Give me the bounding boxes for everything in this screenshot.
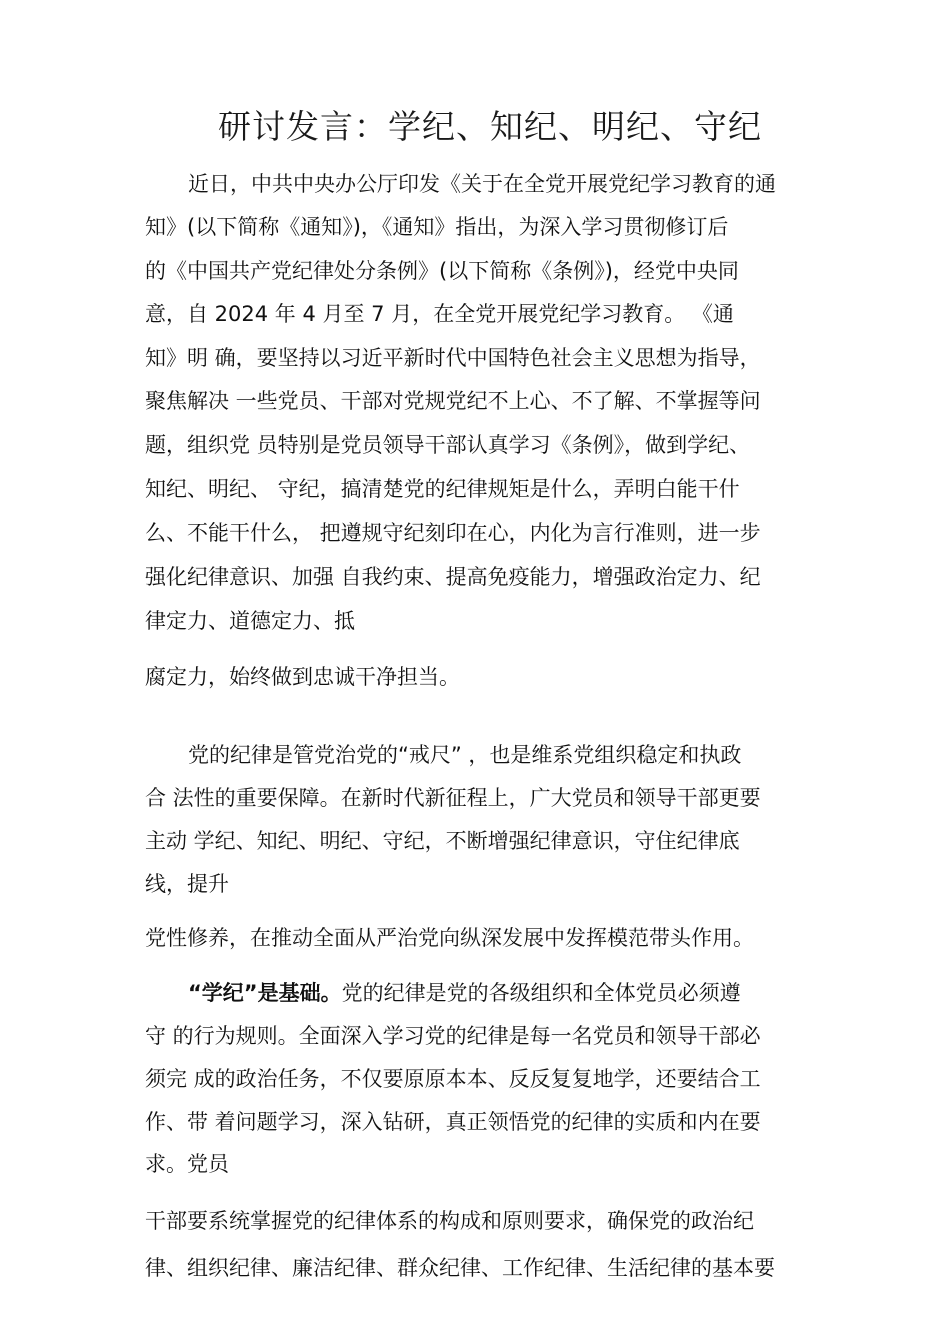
text-line: 党性修养，在推动全面从严治党向纵深发展中发挥模范带头作用。 xyxy=(145,926,754,950)
text-line: 守 的行为规则。全面深入学习党的纪律是每一名党员和领导干部必 xyxy=(145,1024,761,1048)
text-line: 的《中国共产党纪律处分条例》(以下简称《条例》)，经党中央同 xyxy=(145,259,739,283)
text-line: 线，提升 xyxy=(145,872,229,896)
text-line: 近日，中共中央办公厅印发《关于在全党开展党纪学习教育的通 xyxy=(188,172,776,196)
text-line: 意，自 2024 年 4 月至 7 月，在全党开展党纪学习教育。 《通 xyxy=(145,302,734,326)
text-line: 题，组织党 员特别是党员领导干部认真学习《条例》，做到学纪、 xyxy=(145,433,751,457)
paragraph-lead-line xyxy=(188,978,741,1008)
text-line: 作、带 着问题学习，深入钻研，真正领悟党的纪律的实质和内在要 xyxy=(145,1110,761,1134)
text-span: 党的纪律是党的各级组织和全体党员必须遵 xyxy=(341,981,741,1005)
text-line: 须完 成的政治任务，不仅要原原本本、反反复复地学，还要结合工 xyxy=(145,1067,761,1091)
text-line: 律、组织纪律、廉洁纪律、群众纪律、工作纪律、生活纪律的基本要 xyxy=(145,1256,775,1280)
text-line: 强化纪律意识、加强 自我约束、提高免疫能力，增强政治定力、纪 xyxy=(145,565,761,589)
document-title: 研讨发言：学纪、知纪、明纪、守纪 xyxy=(218,107,762,146)
text-line: 知纪、明纪、 守纪，搞清楚党的纪律规矩是什么，弄明白能干什 xyxy=(145,477,740,501)
text-line: 知》明 确，要坚持以习近平新时代中国特色社会主义思想为指导， xyxy=(145,346,761,370)
text-line: 干部要系统掌握党的纪律体系的构成和原则要求，确保党的政治纪 xyxy=(145,1209,754,1233)
text-line: 知》(以下简称《通知》)，《通知》指出，为深入学习贯彻修订后 xyxy=(145,215,729,239)
text-line: 合 法性的重要保障。在新时代新征程上，广大党员和领导干部更要 xyxy=(145,786,761,810)
text-line: 腐定力，始终做到忠诚干净担当。 xyxy=(145,665,460,689)
text-line: 律定力、道德定力、抵 xyxy=(145,609,355,633)
text-line: 党的纪律是管党治党的“戒尺” ，也是维系党组织稳定和执政 xyxy=(188,743,742,767)
text-line: 么、不能干什么， 把遵规守纪刻印在心，内化为言行准则，进一步 xyxy=(145,521,761,545)
text-line: 聚焦解决 一些党员、干部对党规党纪不上心、不了解、不掌握等问 xyxy=(145,389,761,413)
section-heading-inline: “学纪”是基础。 xyxy=(188,981,342,1005)
text-line: 主动 学纪、知纪、明纪、守纪，不断增强纪律意识，守住纪律底 xyxy=(145,829,740,853)
text-line: 求。党员 xyxy=(145,1152,229,1176)
